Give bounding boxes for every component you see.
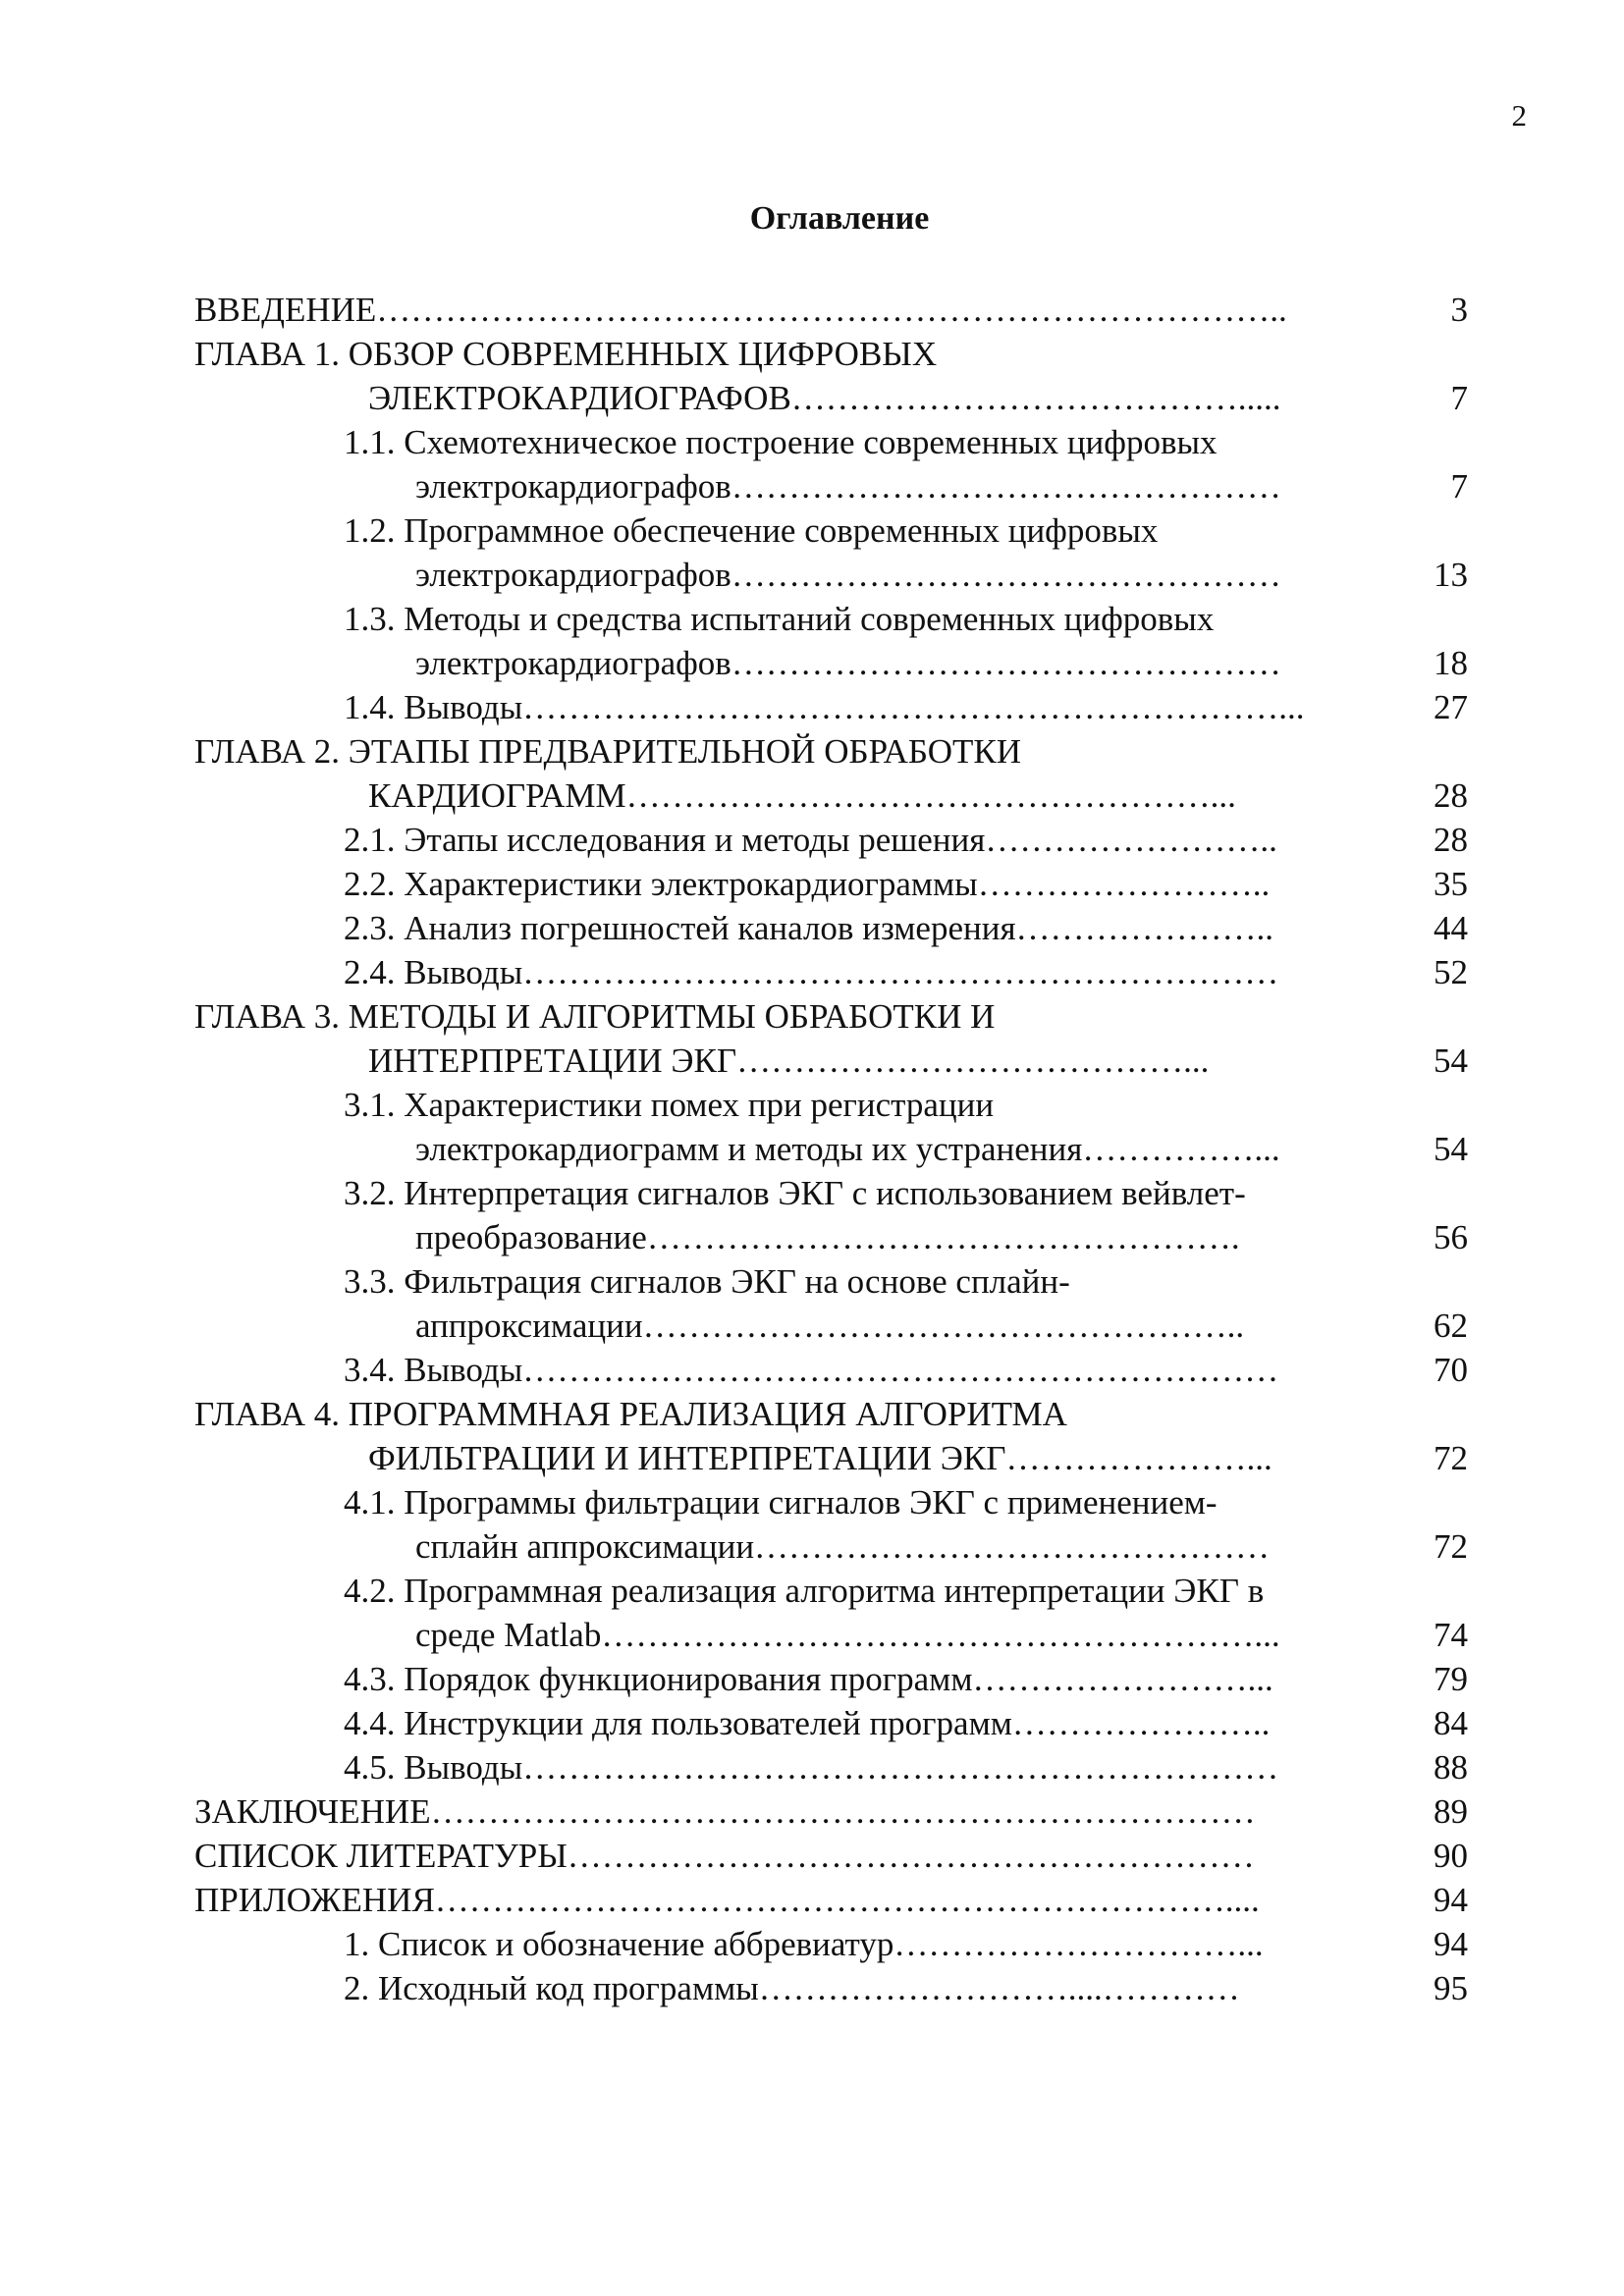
toc-entry-title: ЭЛЕКТРОКАРДИОГРАФОВ…………………………………..... [368,379,1281,417]
toc-entry-title: ГЛАВА 2. ЭТАПЫ ПРЕДВАРИТЕЛЬНОЙ ОБРАБОТКИ [194,732,1021,771]
toc-entry-title: 4.4. Инструкции для пользователей программ………………….. [344,1704,1271,1742]
toc-entry [0,950,1624,994]
toc-entry-page: 94 [1434,1925,1468,1963]
toc-entry [0,1436,1624,1480]
toc-entry-title: среде Matlab…………………………………………………... [415,1616,1280,1654]
toc-entry-title: электрокардиограмм и методы их устранения……………... [415,1130,1280,1168]
toc-entry-title: 3.2. Интерпретация сигналов ЭКГ с использованием вейвлет- [344,1174,1246,1212]
toc-entry-page: 70 [1434,1351,1468,1389]
toc-entry [0,288,1624,332]
toc-entry-title: ПРИЛОЖЕНИЯ…………………………………………………………….... [194,1881,1260,1919]
toc-entry-title: 1.4. Выводы…………………………………………………………... [344,688,1305,726]
table-of-contents [0,288,1624,2010]
toc-entry [0,553,1624,597]
toc-entry-page: 72 [1434,1439,1468,1477]
toc-entry [0,376,1624,420]
toc-entry-page: 56 [1434,1218,1468,1256]
toc-entry-title: преобразование……………………………………………. [415,1218,1240,1256]
toc-entry [0,1083,1624,1127]
toc-entry-title: 4.3. Порядок функционирования программ……………………... [344,1660,1273,1698]
toc-title: Оглавление [749,200,930,237]
toc-entry-page: 18 [1434,644,1468,682]
toc-entry-page: 79 [1434,1660,1468,1698]
toc-entry-page: 74 [1434,1616,1468,1654]
toc-entry [0,1171,1624,1215]
toc-entry-page: 3 [1450,291,1468,329]
toc-entry-title: электрокардиографов………………………………………… [415,556,1281,594]
toc-entry [0,1524,1624,1569]
toc-entry-title: 2.4. Выводы………………………………………………………… [344,953,1279,991]
toc-entry [0,774,1624,818]
toc-entry-title: 2.1. Этапы исследования и методы решения…………………….. [344,821,1277,859]
toc-entry [0,1657,1624,1701]
toc-entry-title: сплайн аппроксимации……………………………………… [415,1527,1271,1566]
toc-entry-page: 54 [1434,1130,1468,1168]
toc-entry-title: ВВЕДЕНИЕ…………………………………………………………………….. [194,291,1287,329]
toc-entry-page: 89 [1434,1792,1468,1831]
toc-entry-page: 62 [1434,1307,1468,1345]
toc-entry [0,1745,1624,1789]
toc-entry-page: 84 [1434,1704,1468,1742]
toc-entry-page: 35 [1434,865,1468,903]
toc-entry-page: 7 [1450,379,1468,417]
toc-entry-page: 7 [1450,467,1468,506]
toc-entry-title: 1.1. Схемотехническое построение современных цифровых [344,423,1218,461]
toc-entry-title: 3.3. Фильтрация сигналов ЭКГ на основе сплайн- [344,1262,1070,1301]
toc-entry-title: ИНТЕРПРЕТАЦИИ ЭКГ…………………………………... [368,1041,1210,1080]
toc-entry-title: КАРДИОГРАММ……………………………………………... [368,776,1236,815]
toc-entry [0,1480,1624,1524]
toc-entry [0,1392,1624,1436]
toc-entry [0,1834,1624,1878]
toc-entry-title: 4.5. Выводы………………………………………………………… [344,1748,1279,1787]
toc-entry [0,1304,1624,1348]
toc-entry-title: 2.3. Анализ погрешностей каналов измерения………………….. [344,909,1274,947]
toc-entry-page: 94 [1434,1881,1468,1919]
toc-entry-title: аппроксимации…………………………………………….. [415,1307,1245,1345]
toc-entry-page: 90 [1434,1837,1468,1875]
toc-entry [0,508,1624,553]
toc-entry-title: электрокардиографов………………………………………… [415,644,1281,682]
toc-entry [0,1789,1624,1834]
toc-entry-title: 1. Список и обозначение аббревиатур…………………………... [344,1925,1264,1963]
toc-entry-page: 54 [1434,1041,1468,1080]
toc-entry [0,332,1624,376]
toc-entry-page: 72 [1434,1527,1468,1566]
toc-entry [0,1966,1624,2010]
toc-entry [0,685,1624,729]
toc-entry [0,818,1624,862]
toc-entry [0,862,1624,906]
toc-entry-title: 1.3. Методы и средства испытаний современных цифровых [344,600,1215,638]
toc-entry [0,464,1624,508]
toc-entry [0,1348,1624,1392]
toc-entry-page: 13 [1434,556,1468,594]
toc-entry-title: 4.2. Программная реализация алгоритма интерпретации ЭКГ в [344,1572,1265,1610]
toc-entry [0,1215,1624,1259]
toc-entry [0,1569,1624,1613]
toc-entry-title: 2.2. Характеристики электрокардиограммы…………………….. [344,865,1271,903]
toc-entry-title: СПИСОК ЛИТЕРАТУРЫ…………………………………………………… [194,1837,1255,1875]
toc-entry-title: 2. Исходный код программы………………………....………… [344,1969,1240,2007]
toc-entry [0,994,1624,1039]
toc-entry [0,1039,1624,1083]
toc-entry-title: ГЛАВА 4. ПРОГРАММНАЯ РЕАЛИЗАЦИЯ АЛГОРИТМА [194,1395,1067,1433]
toc-entry-title: 1.2. Программное обеспечение современных цифровых [344,511,1159,550]
toc-entry-title: 3.4. Выводы………………………………………………………… [344,1351,1279,1389]
toc-entry [0,1613,1624,1657]
toc-entry-title: ГЛАВА 3. МЕТОДЫ И АЛГОРИТМЫ ОБРАБОТКИ И [194,997,996,1036]
toc-entry [0,1878,1624,1922]
toc-entry-title: 4.1. Программы фильтрации сигналов ЭКГ с применением- [344,1483,1218,1522]
toc-entry [0,1701,1624,1745]
toc-entry-page: 95 [1434,1969,1468,2007]
toc-entry-page: 27 [1434,688,1468,726]
toc-entry [0,729,1624,774]
toc-entry-page: 52 [1434,953,1468,991]
toc-entry-title: электрокардиографов………………………………………… [415,467,1281,506]
toc-entry-title: 3.1. Характеристики помех при регистрации [344,1086,995,1124]
toc-entry-title: ФИЛЬТРАЦИИ И ИНТЕРПРЕТАЦИИ ЭКГ…………………... [368,1439,1272,1477]
toc-entry [0,1127,1624,1171]
toc-entry-page: 28 [1434,821,1468,859]
toc-entry [0,1922,1624,1966]
toc-entry [0,1259,1624,1304]
toc-entry-page: 44 [1434,909,1468,947]
toc-entry-page: 88 [1434,1748,1468,1787]
toc-entry-page: 28 [1434,776,1468,815]
page-number: 2 [1511,98,1527,133]
toc-entry [0,906,1624,950]
toc-entry-title: ГЛАВА 1. ОБЗОР СОВРЕМЕННЫХ ЦИФРОВЫХ [194,335,938,373]
toc-entry [0,420,1624,464]
toc-entry-title: ЗАКЛЮЧЕНИЕ……………………………………………………………… [194,1792,1256,1831]
toc-entry [0,641,1624,685]
toc-entry [0,597,1624,641]
